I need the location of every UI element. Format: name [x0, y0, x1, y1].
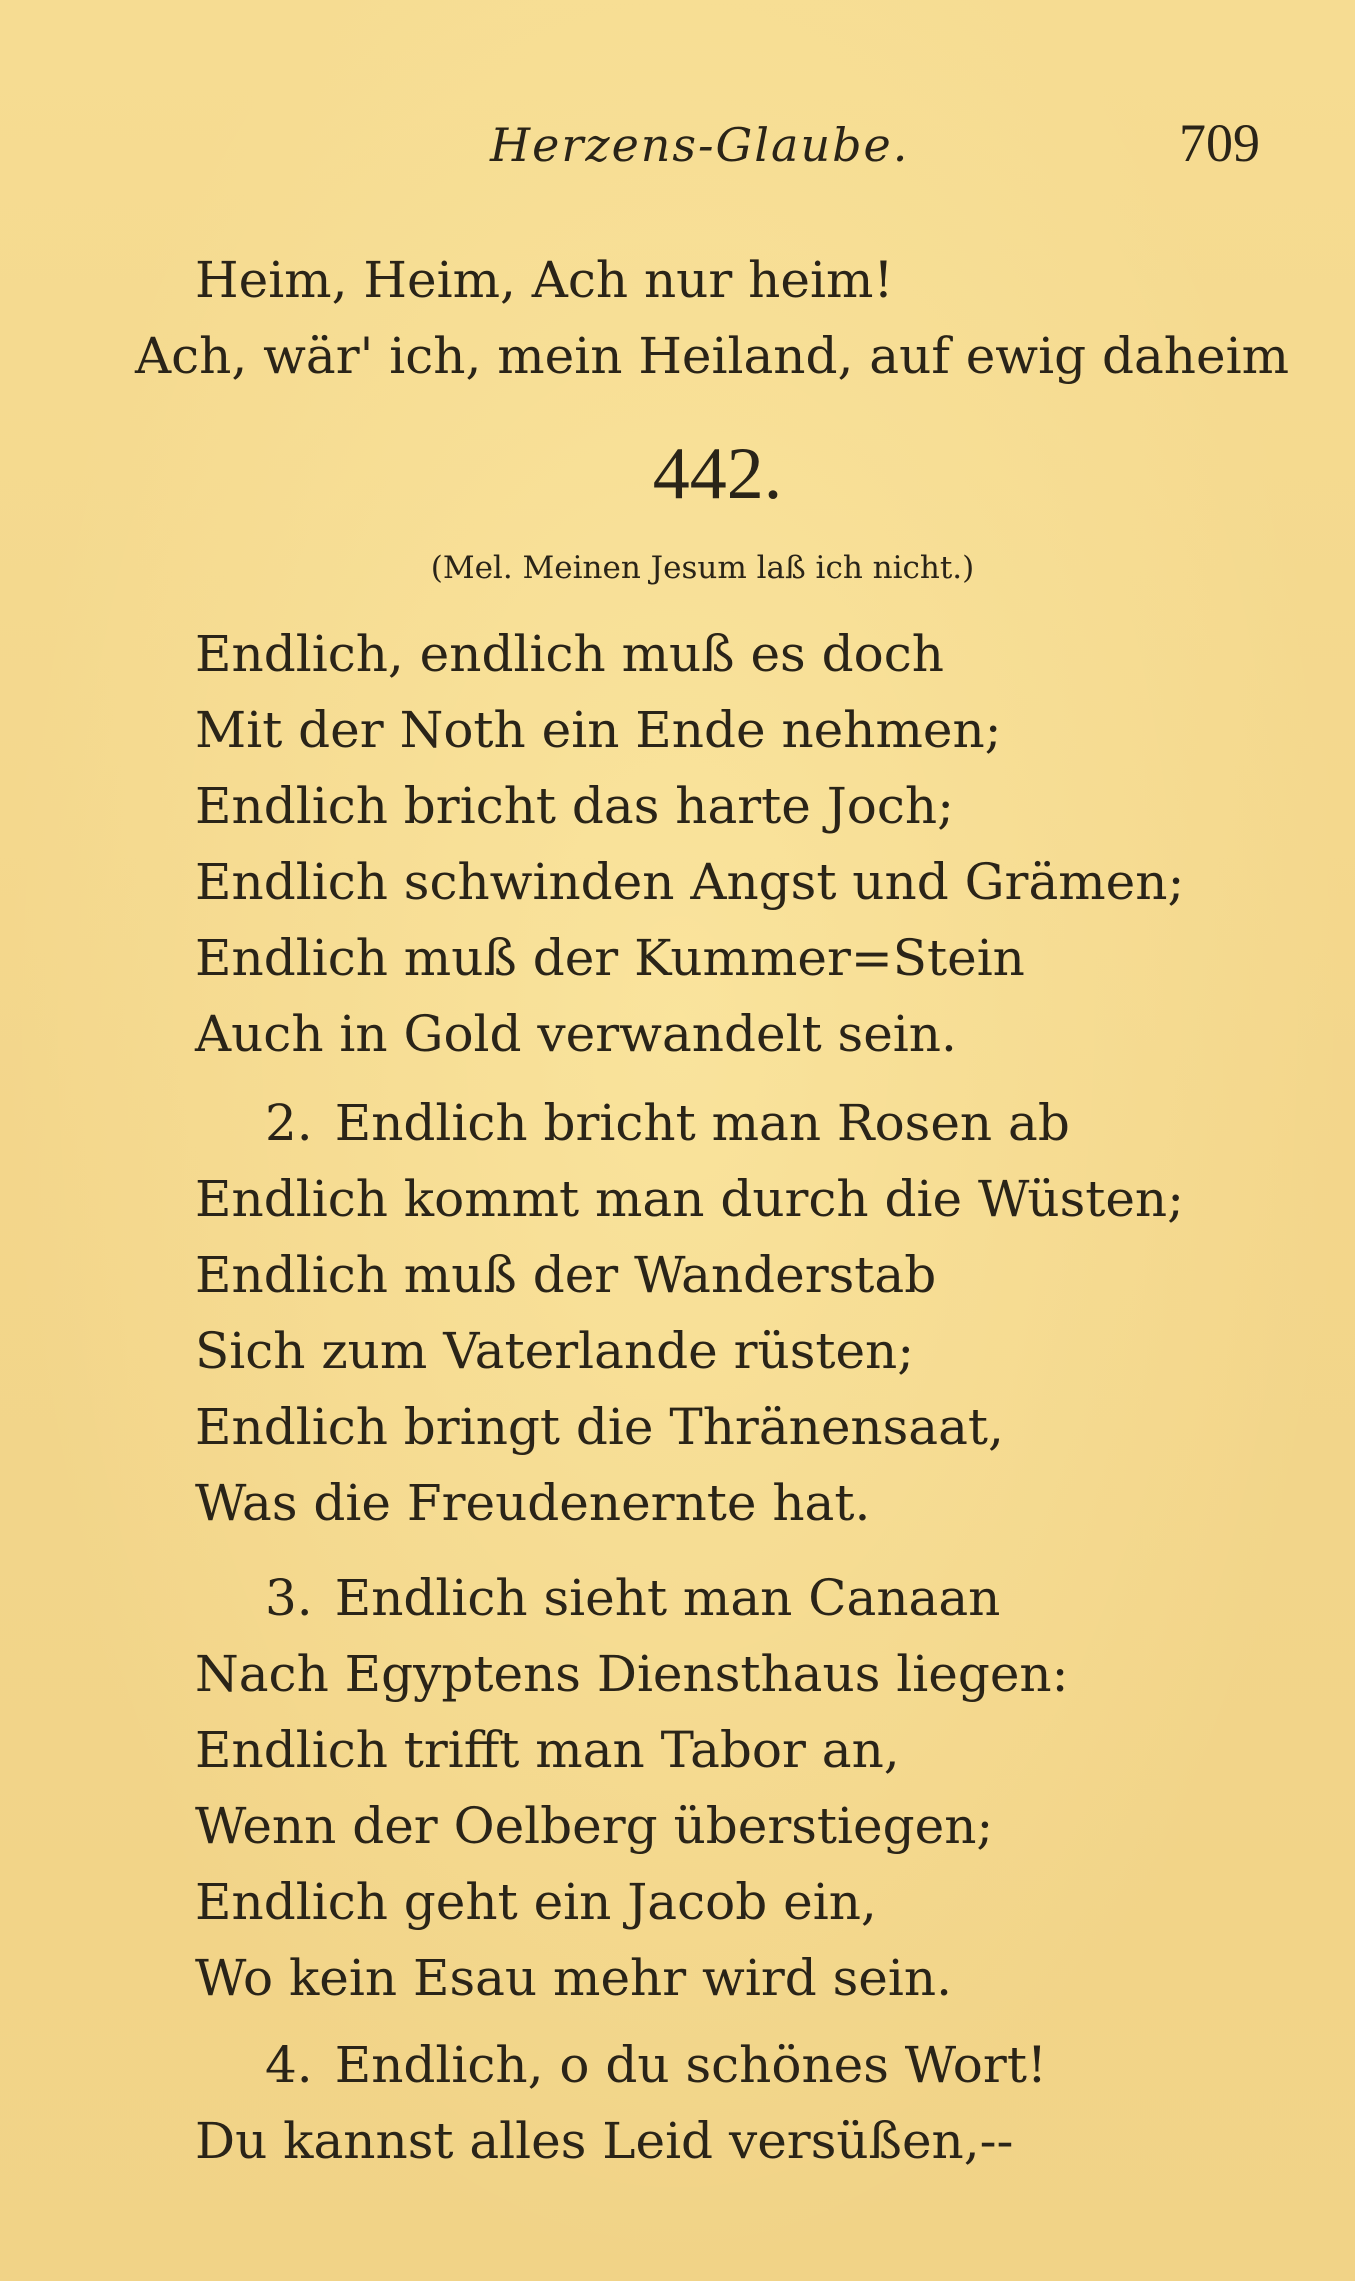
verse-line: Sich zum Vaterlande rüsten; [195, 1322, 915, 1380]
verse-line: Endlich bringt die Thränensaat, [195, 1398, 1004, 1456]
verse-line: Du kannst alles Leid versüßen,-- [195, 2112, 1014, 2170]
stanza-2 [195, 1085, 1275, 1541]
running-title: Herzens-Glaube. [490, 118, 910, 172]
previous-hymn-ending [135, 242, 1290, 394]
verse-line: Auch in Gold verwandelt sein. [195, 1005, 957, 1063]
stanza-1 [195, 616, 1275, 1072]
verse-line: Heim, Heim, Ach nur heim! [195, 251, 894, 309]
verse-line: Endlich muß der Kummer=Stein [195, 929, 1025, 987]
verse-line [195, 1560, 1275, 1636]
verse-line: Was die Freudenernte hat. [195, 1474, 871, 1532]
verse-line: Endlich, endlich muß es doch [195, 625, 944, 683]
verse-line: Wo kein Esau mehr wird sein. [195, 1949, 952, 2007]
verse-line: Ach, wär' ich, mein Heiland, auf ewig daheim [135, 327, 1290, 385]
verse-line: Endlich muß der Wanderstab [195, 1246, 937, 1304]
verse-line: Endlich trifft man Tabor an, [195, 1721, 900, 1779]
page-number: 709 [1179, 113, 1260, 173]
stanza-number: 4. [265, 2036, 313, 2094]
stanza-4 [195, 2027, 1275, 2179]
verse-line: Endlich bricht das harte Joch; [195, 777, 954, 835]
verse-line [195, 1085, 1275, 1161]
verse-line: Endlich geht ein Jacob ein, [195, 1873, 877, 1931]
hymn-number: 442. [652, 433, 783, 515]
stanza-number: 2. [265, 1094, 313, 1152]
verse-line: Wenn der Oelberg überstiegen; [195, 1797, 994, 1855]
verse-text: Endlich sieht man Canaan [334, 1569, 1001, 1627]
verse-line: Mit der Noth ein Ende nehmen; [195, 701, 1002, 759]
stanza-number: 3. [265, 1569, 313, 1627]
verse-text: Endlich, o du schönes Wort! [334, 2036, 1047, 2094]
verse-line: Endlich schwinden Angst und Grämen; [195, 853, 1185, 911]
verse-line: Endlich kommt man durch die Wüsten; [195, 1170, 1184, 1228]
verse-text: Endlich bricht man Rosen ab [334, 1094, 1070, 1152]
verse-line [195, 2027, 1275, 2103]
verse-line: Nach Egyptens Diensthaus liegen: [195, 1645, 1069, 1703]
stanza-3 [195, 1560, 1275, 2016]
melody-indication: (Mel. Meinen Jesum laß ich nicht.) [430, 550, 975, 586]
